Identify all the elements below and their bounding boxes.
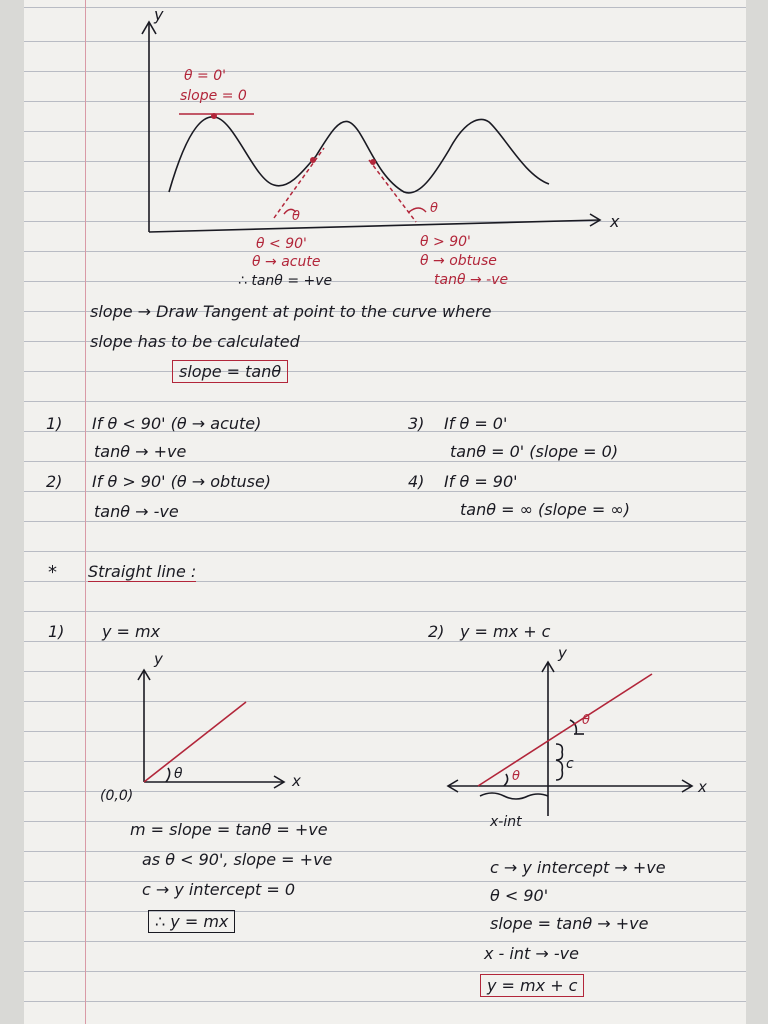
eq2-x-label: x	[698, 778, 707, 796]
case1-num: 1)	[46, 414, 63, 433]
case3-result: tanθ = 0' (slope = 0)	[450, 442, 619, 461]
slope-note-line1: slope → Draw Tangent at point to the curve where	[90, 302, 492, 321]
case3-num: 3)	[408, 414, 425, 433]
eq2-theta: θ	[512, 769, 520, 784]
eq2-line1: c → y intercept → +ve	[490, 858, 666, 877]
eq1-line2: as θ < 90', slope = +ve	[142, 850, 333, 869]
case4-num: 4)	[408, 472, 425, 491]
case4-result: tanθ = ∞ (slope = ∞)	[460, 500, 630, 519]
case4-cond: If θ = 90'	[444, 472, 518, 491]
eq1-num: 1)	[48, 622, 65, 641]
eq2-c-label: c	[566, 756, 574, 772]
eq2-line4: x - int → -ve	[484, 944, 579, 963]
eq1-line3: c → y intercept = 0	[142, 880, 296, 899]
slope-note-line2: slope has to be calculated	[90, 332, 300, 351]
case2-cond: If θ > 90' (θ → obtuse)	[92, 472, 272, 491]
eq1-origin: (0,0)	[100, 788, 134, 804]
left-tangent	[274, 148, 324, 218]
x-axis-line	[149, 220, 600, 232]
case1-result: tanθ → +ve	[94, 442, 187, 461]
eq2-xint-label: x-int	[490, 814, 522, 830]
eq1-title: y = mx	[102, 622, 161, 641]
left-type: θ → acute	[252, 254, 321, 270]
eq1-line1: m = slope = tanθ = +ve	[130, 820, 328, 839]
eq1-result: ∴ y = mx	[148, 910, 235, 933]
case2-num: 2)	[46, 472, 63, 491]
left-result: ∴ tanθ = +ve	[238, 273, 333, 289]
right-result: tanθ → -ve	[434, 272, 509, 288]
eq1-y-label: y	[154, 650, 163, 668]
eq2-theta-top: θ	[582, 713, 590, 728]
eq2-line3: slope = tanθ → +ve	[490, 914, 649, 933]
eq2-y-label: y	[558, 644, 567, 662]
y-axis-label: y	[154, 5, 164, 24]
case3-cond: If θ = 0'	[444, 414, 508, 433]
slope-formula: slope = tanθ	[172, 360, 288, 383]
case2-result: tanθ → -ve	[94, 502, 179, 521]
eq2-line2: θ < 90'	[490, 886, 549, 905]
notebook-page	[24, 0, 746, 1024]
wave-curve	[169, 117, 549, 193]
right-tangent	[369, 160, 416, 222]
right-theta-mark: θ	[430, 201, 438, 216]
eq2-graph	[434, 644, 724, 834]
case1-cond: If θ < 90' (θ → acute)	[92, 414, 262, 433]
eq1-theta: θ	[174, 766, 183, 782]
peak-theta-label: θ = 0'	[184, 68, 226, 84]
tangent-curve-graph	[24, 0, 746, 300]
left-point	[310, 157, 316, 163]
straight-line-heading: Straight line :	[88, 562, 197, 581]
eq2-result: y = mx + c	[480, 974, 584, 997]
peak-slope-label: slope = 0	[180, 88, 247, 104]
x-axis-label: x	[610, 212, 620, 231]
right-point	[370, 159, 376, 165]
right-angle-arc	[409, 208, 426, 212]
left-cond: θ < 90'	[256, 236, 307, 252]
right-cond: θ > 90'	[420, 234, 471, 250]
right-type: θ → obtuse	[420, 253, 497, 269]
star-bullet: *	[48, 562, 57, 583]
eq1-graph	[94, 648, 354, 808]
eq1-x-label: x	[292, 772, 301, 790]
left-theta-mark: θ	[292, 209, 300, 224]
eq2-num: 2)	[428, 622, 445, 641]
eq2-title: y = mx + c	[460, 622, 551, 641]
peak-point	[211, 113, 217, 119]
